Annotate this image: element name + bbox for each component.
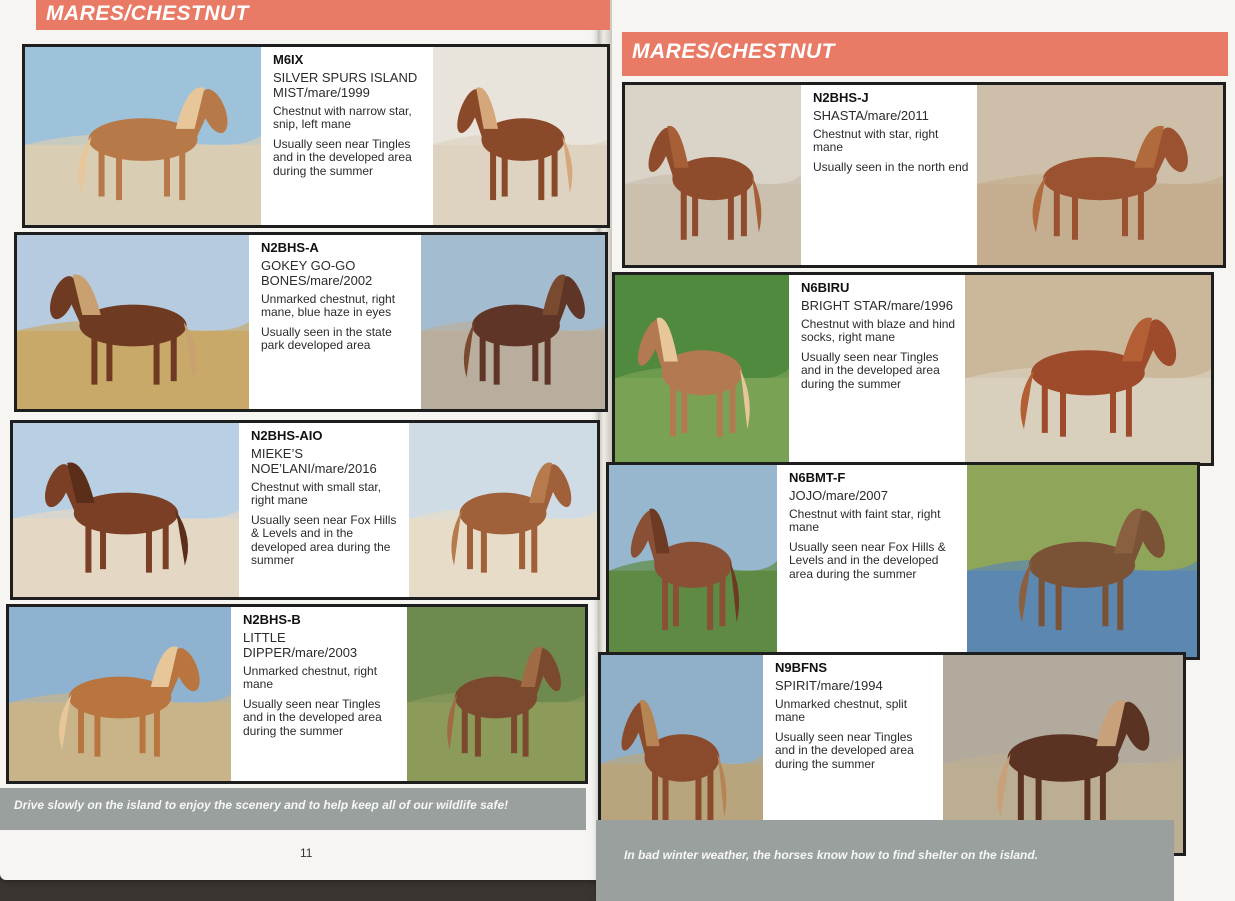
horse-info bbox=[239, 423, 409, 597]
horse-photo bbox=[967, 465, 1197, 657]
horse-entry-n2bhs-j bbox=[622, 82, 1226, 268]
page-number: 11 bbox=[300, 846, 313, 860]
horse-location: Usually seen near Tingles and in the developed area during the summer bbox=[243, 696, 382, 738]
horse-description: Chestnut with small star, right mane bbox=[251, 479, 382, 507]
horse-name: SPIRIT/mare/1994 bbox=[775, 677, 883, 693]
horse-info bbox=[789, 275, 965, 463]
horse-entry-n6biru bbox=[612, 272, 1214, 466]
horse-location: Usually seen in the north end bbox=[813, 159, 969, 174]
horse-entry-n6bmt-f bbox=[606, 462, 1200, 660]
horse-location: Usually seen near Fox Hills & Levels and in the developed area during the summer bbox=[789, 539, 946, 581]
horse-photo bbox=[17, 235, 249, 409]
horse-info bbox=[249, 235, 421, 409]
horse-photo bbox=[609, 465, 777, 657]
horse-location: Usually seen near Tingles and in the developed area during the summer bbox=[273, 136, 412, 178]
horse-code: N2BHS-AIO bbox=[251, 428, 323, 443]
horse-code: N2BHS-J bbox=[813, 90, 869, 105]
horse-location: Usually seen near Tingles and in the developed area during the summer bbox=[775, 729, 914, 771]
horse-photo bbox=[977, 85, 1223, 265]
horse-description: Chestnut with star, right mane bbox=[813, 126, 939, 154]
right-footer-banner: In bad winter weather, the horses know how to find shelter on the island. bbox=[596, 820, 1174, 901]
horse-entry-n2bhs-aio bbox=[10, 420, 600, 600]
horse-photo bbox=[615, 275, 789, 463]
horse-info bbox=[801, 85, 977, 265]
horse-name: GOKEY GO-GO BONES/mare/2002 bbox=[261, 257, 373, 288]
horse-photo bbox=[965, 275, 1211, 463]
horse-name: SHASTA/mare/2011 bbox=[813, 107, 929, 123]
horse-name: BRIGHT STAR/mare/1996 bbox=[801, 297, 953, 313]
horse-name: SILVER SPURS ISLAND MIST/mare/1999 bbox=[273, 69, 418, 100]
horse-photo bbox=[25, 47, 261, 225]
horse-info bbox=[261, 47, 433, 225]
horse-photo bbox=[13, 423, 239, 597]
horse-entry-m6ix bbox=[22, 44, 610, 228]
horse-description: Chestnut with narrow star, snip, left mane bbox=[273, 103, 412, 131]
horse-entry-n2bhs-b bbox=[6, 604, 588, 784]
horse-description: Unmarked chestnut, split mane bbox=[775, 696, 908, 724]
left-footer-banner: Drive slowly on the island to enjoy the scenery and to help keep all of our wildlife safe! bbox=[0, 788, 586, 830]
horse-info bbox=[231, 607, 407, 781]
horse-code: N6BMT-F bbox=[789, 470, 846, 485]
horse-photo bbox=[625, 85, 801, 265]
horse-name: JOJO/mare/2007 bbox=[789, 487, 888, 503]
horse-code: N9BFNS bbox=[775, 660, 828, 675]
horse-photo bbox=[409, 423, 597, 597]
horse-name: MIEKE’S NOE’LANI/mare/2016 bbox=[251, 445, 377, 476]
horse-photo bbox=[421, 235, 608, 409]
horse-description: Unmarked chestnut, right mane bbox=[243, 663, 378, 691]
horse-info bbox=[777, 465, 967, 657]
horse-location: Usually seen near Fox Hills & Levels and in the developed area during the summer bbox=[251, 512, 397, 567]
horse-name: LITTLE DIPPER/mare/2003 bbox=[243, 629, 358, 660]
horse-photo bbox=[433, 47, 610, 225]
horse-location: Usually seen in the state park developed area bbox=[261, 324, 392, 352]
horse-code: N2BHS-A bbox=[261, 240, 319, 255]
horse-description: Chestnut with faint star, right mane bbox=[789, 506, 941, 534]
right-page-header: MARES/CHESTNUT bbox=[622, 32, 1228, 76]
horse-code: N2BHS-B bbox=[243, 612, 301, 627]
horse-description: Unmarked chestnut, right mane, blue haze in eyes bbox=[261, 291, 396, 319]
horse-code: N6BIRU bbox=[801, 280, 850, 295]
horse-code: M6IX bbox=[273, 52, 304, 67]
horse-description: Chestnut with blaze and hind socks, right mane bbox=[801, 316, 956, 344]
horse-photo bbox=[9, 607, 231, 781]
horse-location: Usually seen near Tingles and in the developed area during the summer bbox=[801, 349, 940, 391]
horse-photo bbox=[407, 607, 585, 781]
left-page-header: MARES/CHESTNUT bbox=[36, 0, 610, 30]
horse-entry-n2bhs-a bbox=[14, 232, 608, 412]
